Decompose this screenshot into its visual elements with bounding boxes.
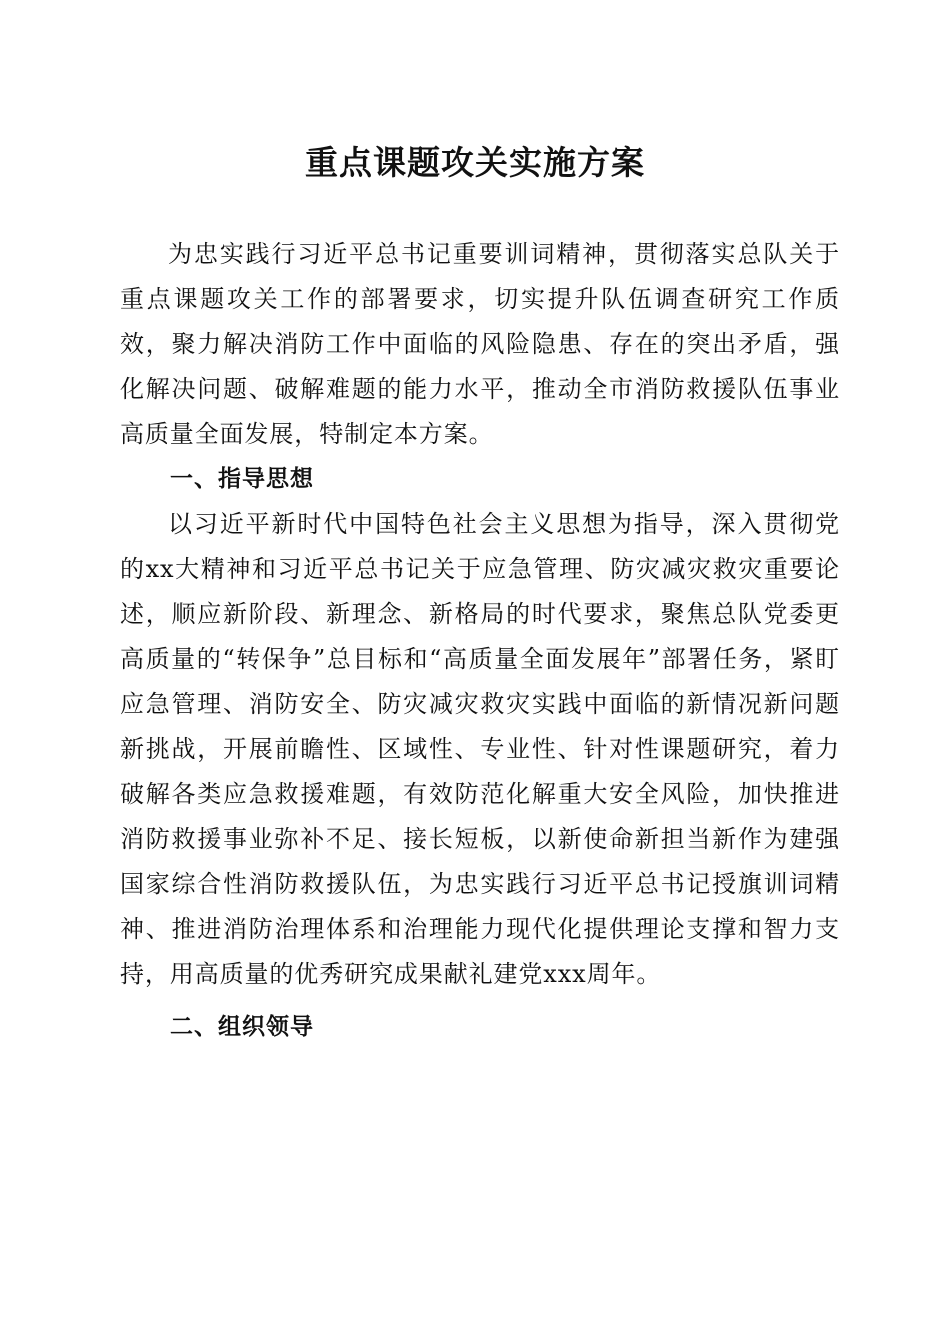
section-heading-guiding-thought: 一、指导思想 bbox=[170, 466, 314, 492]
section-paragraph-guiding-thought: 以习近平新时代中国特色社会主义思想为指导，深入贯彻党的xx大精神和习近平总书记关于应急管理、防灾减灾救灾重要论述，顺应新阶段、新理念、新格局的时代要求，聚焦总队党委更高质量的“转保争”总目标和“高质量全面发展年”部署任务，紧盯应急管理、消防安全、防灾减灾救灾实践中面临的新情况新问题新挑战，开展前瞻性、区域性、专业性、针对性课题研究，着力破解各类应急救援难题，有效防范化解重大安全风险，加快推进消防救援事业弥补不足、接长短板，以新使命新担当新作为建强国家综合性消防救援队伍，为忠实践行习近平总书记授旗训词精神、推进消防治理体系和治理能力现代化提供理论支撑和智力支持，用高质量的优秀研究成果献礼建党xxx周年。 bbox=[120, 510, 840, 988]
document-body bbox=[120, 232, 840, 1050]
document-title: 重点课题攻关实施方案 bbox=[305, 143, 645, 182]
section-heading-organization: 二、组织领导 bbox=[170, 1014, 314, 1040]
intro-paragraph: 为忠实践行习近平总书记重要训词精神，贯彻落实总队关于重点课题攻关工作的部署要求，切实提升队伍调查研究工作质效，聚力解决消防工作中面临的风险隐患、存在的突出矛盾，强化解决问题、破解难题的能力水平，推动全市消防救援队伍事业高质量全面发展，特制定本方案。 bbox=[120, 240, 840, 448]
